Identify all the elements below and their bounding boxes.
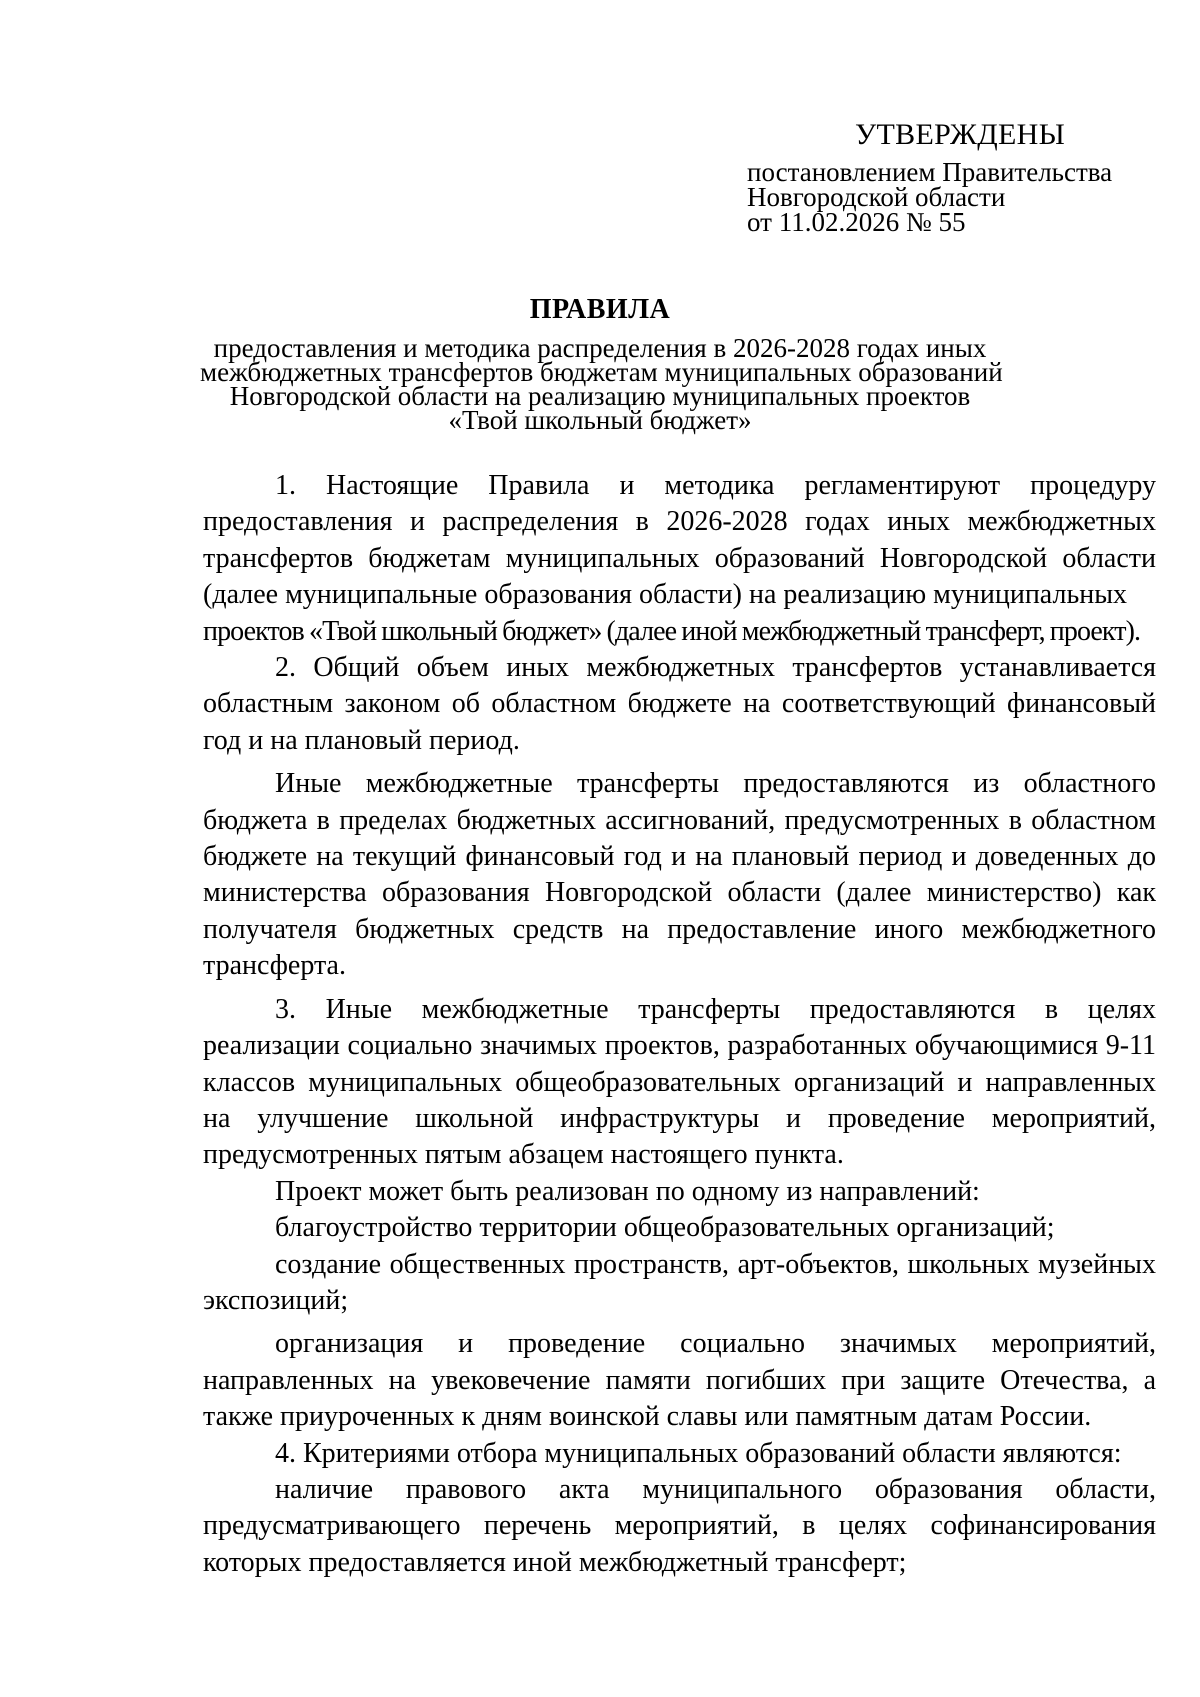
paragraph-1-text: 1. Настоящие Правила и методика регламентируют процедуру предоставления и распределения в 2026-2028 годах иных межбюджетных трансфертов бюджетам муниципальных образований Новгородской области (далее муниципальные образования области) на реализацию муниципальных	[203, 470, 1156, 611]
subtitle-line: предоставления и методика распределения в 2026-2028 годах иных	[213, 333, 987, 363]
paragraph-10: наличие правового акта муниципального образования области, предусматривающего перечень мероприятий, в целях софинансирования которых предоставляется иной межбюджетный трансферт;	[203, 1473, 1156, 1578]
paragraph-7: создание общественных пространств, арт-объектов, школьных музейных экспозиций;	[203, 1248, 1156, 1316]
paragraph-3: Иные межбюджетные трансферты предоставляются из областного бюджета в пределах бюджетных ассигнований, предусмотренных в областном бюджете на текущий финансовый год и на плановый период и доведенных до министерства образования Новгородской области (далее министерство) как получателя бюджетных средств на предоставление иного межбюджетного трансферта.	[203, 768, 1156, 982]
subtitle-line: «Твой школьный бюджет»	[448, 405, 752, 435]
approval-line: постановлением Правительства	[747, 157, 1113, 187]
paragraph-9: 4. Критериями отбора муниципальных образований области являются:	[275, 1437, 1122, 1469]
document-body	[203, 468, 1156, 1581]
paragraph-2: 2. Общий объем иных межбюджетных трансфертов устанавливается областным законом об областном бюджете на соответствующий финансовый год и на плановый период.	[203, 652, 1156, 756]
paragraph-1	[203, 468, 1156, 650]
paragraph-1-tail: проектов «Твой школьный бюджет» (далее иной межбюджетный трансферт, проект).	[203, 615, 1141, 647]
paragraph-6: благоустройство территории общеобразовательных организаций;	[275, 1212, 1055, 1244]
document-title: ПРАВИЛА	[529, 294, 671, 325]
approval-reference	[747, 157, 1113, 237]
subtitle-line: межбюджетных трансфертов бюджетам муниципальных образований	[200, 357, 1003, 387]
approval-line: Новгородской области	[747, 182, 1006, 212]
paragraph-5: Проект может быть реализован по одному из направлений:	[275, 1175, 980, 1207]
document-subtitle	[200, 333, 1003, 435]
subtitle-line: Новгородской области на реализацию муниципальных проектов	[229, 381, 971, 411]
approval-stamp-heading: УТВЕРЖДЕНЫ	[855, 118, 1066, 151]
approval-line: от 11.02.2026 № 55	[747, 207, 966, 237]
paragraph-8: организация и проведение социально значимых мероприятий, направленных на увековечение памяти погибших при защите Отечества, а также приуроченных к дням воинской славы или памятным датам России.	[203, 1328, 1156, 1433]
paragraph-4: 3. Иные межбюджетные трансферты предоставляются в целях реализации социально значимых проектов, разработанных обучающимися 9-11 классов муниципальных общеобразовательных организаций и направленных на улучшение школьной инфраструктуры и проведение мероприятий, предусмотренных пятым абзацем настоящего пункта.	[203, 993, 1156, 1171]
